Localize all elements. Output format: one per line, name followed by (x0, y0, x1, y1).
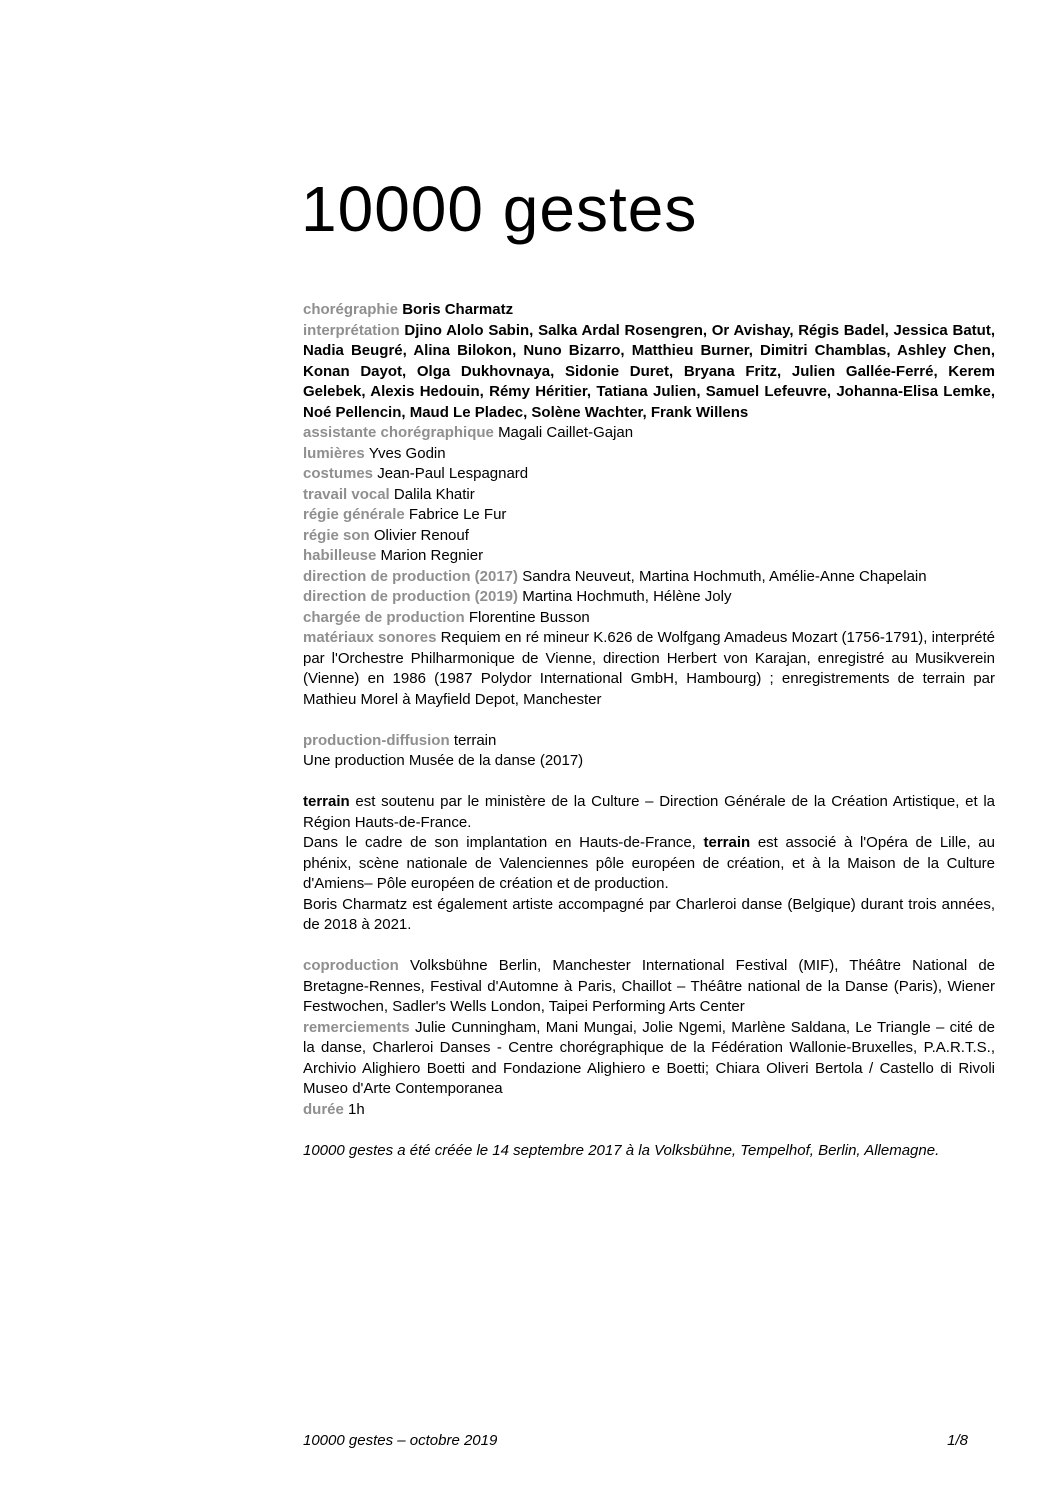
text-segment: Sandra Neuveut, Martina Hochmuth, Amélie-Anne Chapelain (522, 567, 927, 585)
credit-label: durée (303, 1100, 349, 1118)
credit-costumes (303, 464, 995, 485)
credit-materiaux-sonores (303, 628, 995, 710)
credit-travail-vocal (303, 485, 995, 506)
page-title: 10000 gestes (301, 173, 698, 245)
credit-label: chargée de production (303, 608, 469, 626)
credit-coproduction (303, 956, 995, 1018)
credit-remerciements (303, 1018, 995, 1100)
footer-page-number: 1/8 (947, 1432, 968, 1449)
text-segment: Magali Caillet-Gajan (498, 424, 634, 441)
text-segment: Julie Cunningham, Mani Mungai, Jolie Ngemi, Marlène Saldana, Le Triangle – cité de la danse, Charleroi Danses - Centre chorégraphique de la Fédération Wallonie-Bruxelles, P.A.R.T.S., Archivio Alighiero Boetti and Fondazione Alighiero e Boetti; Chiara Oliveri Bertola / Castello di Rivoli Museo d'Arte Contemporanea (303, 1018, 995, 1097)
credit-label: production-diffusion (303, 731, 454, 749)
text-segment: Marion Regnier (380, 547, 484, 564)
creation-note (303, 1141, 995, 1162)
credit-label: direction de production (2019) (303, 588, 523, 605)
text-segment: Dans le cadre de son implantation en Hauts-de-France, (303, 834, 704, 851)
credit-label: direction de production (2017) (303, 567, 523, 585)
footer-document-name: 10000 gestes – octobre 2019 (303, 1432, 498, 1449)
text-segment: Djino Alolo Sabin, Salka Ardal Rosengren, Or Avishay, Régis Badel, Jessica Batut, Nadia Beugré, Alina Bilokon, Nuno Bizarro, Matthieu Burner, Dimitri Chamblas, Ashley Chen, Konan Dayot, Olga Dukhovnaya, Sidonie Duret, Bryana Fritz, Julien Gallée-Ferré, Kerem Gelebek, Alexis Hedouin, Rémy Héritier, Tatiana Julien, Samuel Lefeuvre, Johanna-Elisa Lemke, Noé Pellencin, Maud Le Pladec, Solène Wachter, Frank Willens (303, 321, 996, 421)
text-segment: Volksbühne Berlin, Manchester International Festival (MIF), Théâtre National de Bretagne-Rennes, Festival d'Automne à Paris, Chaillot – Théâtre national de la Danse (Paris), Wiener Festwochen, Sadler's Wells London, Taipei Performing Arts Center (303, 957, 995, 1015)
text-segment: Une production Musée de la danse (2017) (303, 752, 584, 769)
credit-label: habilleuse (303, 547, 381, 564)
text-segment: Florentine Busson (468, 608, 590, 626)
credit-choregraphie (303, 300, 995, 321)
credit-label: travail vocal (303, 485, 394, 503)
text-segment: Olivier Renouf (373, 526, 469, 544)
text-segment: terrain (453, 731, 497, 749)
text-segment: Boris Charmatz (402, 301, 514, 318)
credit-duree (303, 1100, 995, 1121)
text-segment: terrain (703, 834, 751, 851)
credit-label: remerciements (303, 1018, 416, 1036)
text-segment: Jean-Paul Lespagnard (377, 465, 529, 482)
credit-direction-production-2017 (303, 567, 995, 588)
text-segment: Fabrice Le Fur (408, 506, 507, 523)
credit-label: régie générale (303, 506, 409, 523)
page-footer (303, 1432, 968, 1449)
credit-regie-generale (303, 505, 995, 526)
text-segment: Boris Charmatz est également artiste accompagné par Charleroi danse (Belgique) durant trois années, de 2018 à 2021. (303, 895, 995, 933)
credit-label: régie son (303, 526, 374, 544)
text-segment: est soutenu par le ministère de la Culture – Direction Générale de la Création Artistique, et la Région Hauts-de-France. (303, 793, 995, 831)
credit-habilleuse (303, 546, 995, 567)
credit-label: coproduction (303, 957, 410, 974)
credit-label: assistante chorégraphique (303, 424, 499, 441)
text-segment: Dalila Khatir (393, 485, 475, 503)
text-segment: 10000 gestes a été créée le 14 septembre 2017 à la Volksbühne, Tempelhof, Berlin, Allemagne. (303, 1141, 940, 1159)
terrain-association-paragraph (303, 833, 995, 895)
terrain-support-paragraph (303, 792, 995, 833)
credit-label: interprétation (303, 321, 405, 339)
credit-regie-son (303, 526, 995, 547)
credit-production-diffusion (303, 731, 995, 752)
credit-label: costumes (303, 465, 378, 482)
credit-label: matériaux sonores (303, 629, 441, 646)
text-segment: Yves Godin (368, 444, 446, 462)
credit-label: lumières (303, 444, 369, 462)
credit-lumieres (303, 444, 995, 465)
text-segment: terrain (303, 793, 350, 810)
credit-assistante-choregraphique (303, 423, 995, 444)
text-segment: Martina Hochmuth, Hélène Joly (522, 588, 732, 605)
charleroi-paragraph (303, 895, 995, 936)
credit-chargee-production (303, 608, 995, 629)
credit-label: chorégraphie (303, 301, 403, 318)
text-segment: 1h (348, 1100, 365, 1118)
production-note (303, 751, 995, 772)
document-body (303, 300, 995, 1161)
text-segment: est associé à l'Opéra de Lille, au phénix, scène nationale de Valenciennes pôle européen de création, et à la Maison de la Culture d'Amiens– Pôle européen de création et de production. (303, 834, 995, 892)
text-segment: Requiem en ré mineur K.626 de Wolfgang Amadeus Mozart (1756-1791), interprété par l'Orchestre Philharmonique de Vienne, direction Herbert von Karajan, enregistré au Musikverein (Vienne) en 1986 (1987 Polydor International GmbH, Hambourg) ; enregistrements de terrain par Mathieu Morel à Mayfield Depot, Manchester (303, 629, 996, 708)
credit-interpretation (303, 321, 995, 424)
credit-direction-production-2019 (303, 587, 995, 608)
